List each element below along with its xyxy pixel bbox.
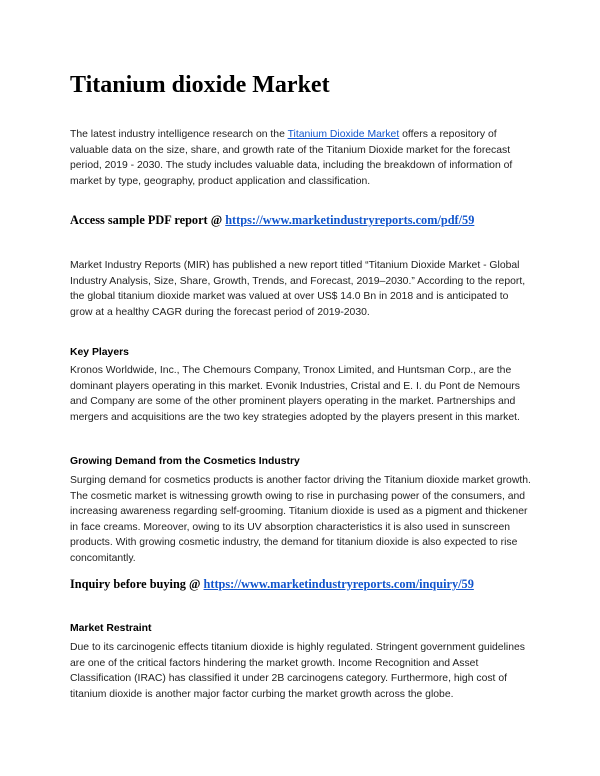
key-players-paragraph: Kronos Worldwide, Inc., The Chemours Company, Tronox Limited, and Huntsman Corp., are the dominant players operating in this market. Evonik Industries, Cristal and E. I. du Pont de Nemours and Company are some of the other prominent players operating in the market. Partnerships and mergers and acquisitions are the two key strategies adopted by the players present in this market.: [70, 365, 520, 423]
report-paragraph: Market Industry Reports (MIR) has published a new report titled “Titanium Dioxide Market - Global Industry Analysis, Size, Share, Growth, Trends, and Forecast, 2019–2030.” According to the report, the global titanium dioxide market was valued at over US$ 14.0 Bn in 2018 and is anticipated to grow at a healthy CAGR during the forecast period of 2019-2030.: [70, 260, 526, 318]
inquiry-label: Inquiry before buying @: [70, 577, 204, 591]
inquiry-cta: [70, 576, 474, 592]
inquiry-link[interactable]: https://www.marketindustryreports.com/inquiry/59: [203, 577, 474, 591]
titanium-dioxide-market-link[interactable]: Titanium Dioxide Market: [287, 129, 400, 140]
cosmetics-heading: Growing Demand from the Cosmetics Industry: [70, 456, 300, 467]
intro-paragraph: [70, 127, 532, 189]
intro-text-after: offers a repository of valuable data on the size, share, and growth rate of the Titanium Dioxide market for the forecast period, 2019 - 2030. The study includes valuable data, including the breakdown of information of market by type, geography, product application and classification.: [70, 129, 513, 187]
key-players-heading: Key Players: [70, 347, 129, 358]
sample-pdf-link[interactable]: https://www.marketindustryreports.com/pdf/59: [225, 213, 475, 227]
intro-text-before: The latest industry intelligence research on the: [70, 129, 288, 140]
cosmetics-paragraph: Surging demand for cosmetics products is another factor driving the Titanium dioxide market growth. The cosmetic market is witnessing growth owing to rise in purchasing power of the consumers, and increasing awareness regarding self-grooming. Titanium dioxide is used as a pigment and thickener in face creams. Moreover, owing to its UV absorption characteristics it is also used in sunscreen products. With growing cosmetic industry, the demand for titanium dioxide is also expected to rise concomitantly.: [70, 475, 531, 564]
page-title: Titanium dioxide Market: [70, 72, 330, 98]
market-restraint-paragraph: Due to its carcinogenic effects titanium dioxide is highly regulated. Stringent government guidelines are one of the critical factors hindering the market growth. Income Recognition and Asset Classification (IRAC) has classified it under 2B carcinogens category. Furthermore, high cost of titanium dioxide is another major factor curbing the market growth across the globe.: [70, 642, 525, 700]
sample-pdf-cta: [70, 212, 474, 228]
sample-pdf-label: Access sample PDF report @: [70, 213, 226, 227]
market-restraint-heading: Market Restraint: [70, 623, 152, 634]
